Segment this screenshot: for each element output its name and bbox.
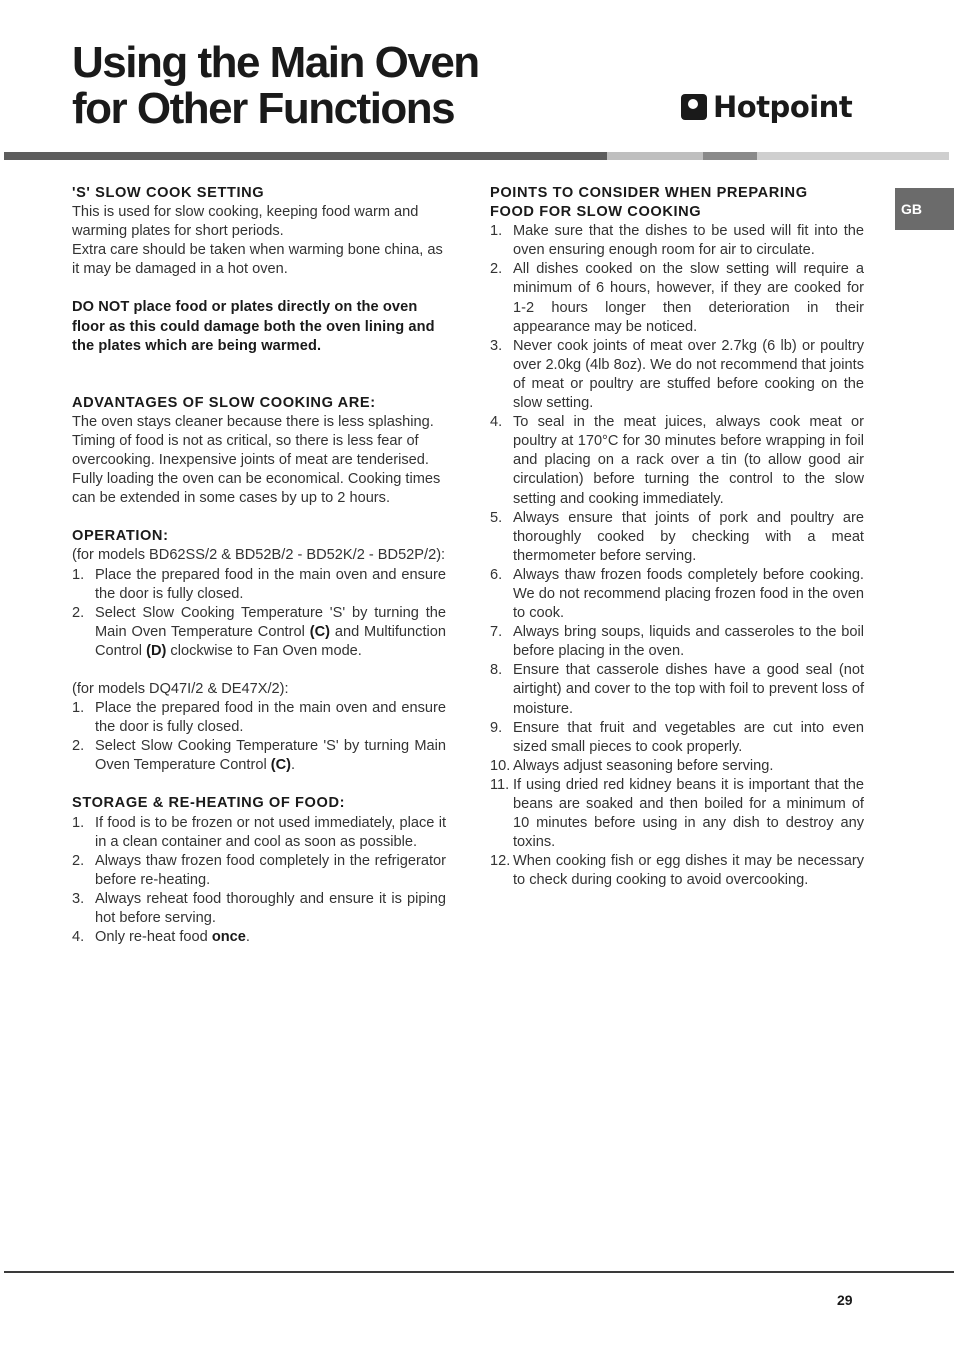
list-text: and Multifunction Control: [95, 623, 446, 659]
list-item: [490, 776, 864, 852]
page-title-line-1: Using the Main Oven: [72, 38, 479, 87]
warning-text: DO NOT place food or plates directly on the oven floor as this could damage both the oven lining and the plates which are being warmed.: [72, 299, 435, 354]
page-title-line-2: for Other Functions: [72, 84, 455, 133]
models-note: (for models BD62SS/2 & BD52B/2 - BD52K/2 - BD52P/2):: [72, 547, 446, 564]
list-text: Always adjust seasoning before serving.: [513, 757, 774, 774]
list-text: Always thaw frozen foods completely before cooking. We do not recommend placing frozen food in the oven to cook.: [513, 566, 864, 622]
control-ref: (C): [270, 757, 292, 774]
list-number: 10.: [490, 757, 511, 774]
section-heading-advantages: ADVANTAGES OF SLOW COOKING ARE:: [72, 394, 376, 411]
list-item: [72, 737, 446, 775]
list-item: [490, 566, 864, 623]
list-number: 8.: [490, 662, 503, 679]
list-text: clockwise to Fan Oven mode.: [166, 642, 362, 659]
models-note: (for models DQ47I/2 & DE47X/2):: [72, 680, 289, 697]
list-number: 4.: [72, 929, 85, 946]
list-text: Only re-heat food: [95, 929, 212, 946]
right-column: [490, 184, 864, 890]
list-number: 1.: [490, 223, 503, 240]
list-text: All dishes cooked on the slow setting will require a minimum of 6 hours, however, if they are cooked for 1-2 hours longer then deterioration in their appearance may be noticed.: [513, 261, 864, 335]
list-number: 9.: [490, 719, 503, 736]
list-text: Always ensure that joints of pork and poultry are thoroughly cooked by checking with a meat thermometer before serving.: [513, 509, 864, 564]
list-item: [72, 852, 446, 890]
list-item: [72, 928, 446, 947]
list-text: Place the prepared food in the main oven and ensure the door is fully closed.: [95, 566, 446, 602]
list-text: Never cook joints of meat over 2.7kg (6 lb) or poultry over 2.0kg (4lb 8oz). We do not recommend that joints of meat or poultry are stuffed before cooking on the slow setting.: [513, 337, 864, 412]
list-item: [72, 699, 446, 737]
paragraph: This is used for slow cooking, keeping food warm and warming plates for short periods.: [72, 204, 419, 240]
list-item: [490, 852, 864, 890]
section-heading-slow-cook: 'S' SLOW COOK SETTING: [72, 185, 265, 201]
control-ref: (C): [309, 623, 330, 640]
list-item: [72, 890, 446, 928]
hotpoint-logo-icon: [681, 94, 707, 120]
list-text: When cooking fish or egg dishes it may be necessary to check during cooking to avoid overcooking.: [513, 853, 864, 889]
list-number: 4.: [490, 414, 503, 431]
list-number: 3.: [490, 337, 503, 354]
footer-divider: [4, 1271, 954, 1273]
list-text: Place the prepared food in the main oven and ensure the door is fully closed.: [95, 700, 446, 736]
list-number: 2.: [72, 738, 85, 755]
list-text: Ensure that casserole dishes have a good seal (not airtight) and cover to the top with foil to prevent loss of moisture.: [513, 662, 864, 717]
list-item: [72, 604, 446, 661]
paragraph: The oven stays cleaner because there is less splashing. Timing of food is not as critical, so there is less fear of overcooking. Inexpensive joints of meat are tenderised. Fully loading the oven can be economical. Cooking times can be extended in some cases by up to 2 hours.: [72, 413, 441, 507]
list-number: 6.: [490, 566, 503, 583]
operation-steps-a: [72, 566, 446, 661]
page-title: [72, 40, 479, 132]
list-number: 2.: [490, 261, 503, 278]
section-heading-operation: OPERATION:: [72, 528, 169, 545]
list-number: 1.: [72, 814, 85, 831]
list-item: [490, 337, 864, 413]
header-divider-segment: [4, 152, 607, 160]
control-ref: (D): [146, 642, 167, 659]
list-text: Select Slow Cooking Temperature 'S' by turning the Main Oven Temperature Control: [95, 604, 446, 640]
list-text: .: [245, 929, 250, 946]
section-heading-storage: STORAGE & RE-HEATING OF FOOD:: [72, 795, 346, 812]
list-text: Always reheat food thoroughly and ensure it is piping hot before serving.: [95, 890, 446, 926]
heading-line: POINTS TO CONSIDER WHEN PREPARING: [490, 185, 808, 201]
list-number: 2.: [72, 852, 85, 869]
section-heading-points: [490, 184, 864, 222]
list-number: 12.: [490, 853, 511, 870]
paragraph: Extra care should be taken when warming bone china, as it may be damaged in a hot oven.: [72, 242, 443, 278]
list-text: Select Slow Cooking Temperature 'S' by turning Main Oven Temperature Control: [95, 738, 446, 774]
list-item: [490, 413, 864, 508]
emphasis-text: once: [211, 929, 246, 946]
list-number: 7.: [490, 624, 503, 641]
list-item: [490, 623, 864, 661]
header-divider-segment: [607, 152, 703, 160]
points-list: [490, 222, 864, 890]
list-number: 11.: [490, 776, 510, 793]
list-number: 1.: [72, 700, 85, 717]
list-text: Always bring soups, liquids and casseroles to the boil before placing in the oven.: [513, 624, 864, 660]
list-item: [490, 661, 864, 718]
operation-steps-b: [72, 699, 446, 775]
list-text: If using dried red kidney beans it is important that the beans are soaked and then boiled for a minimum of 10 minutes before using in any dish to destroy any toxins.: [513, 776, 864, 851]
list-number: 1.: [72, 566, 85, 583]
list-item: [72, 814, 446, 852]
language-tab: GB: [895, 188, 954, 230]
list-text: If food is to be frozen or not used immediately, place it in a clean container and cool as soon as possible.: [95, 814, 446, 850]
list-text: To seal in the meat juices, always cook meat or poultry at 170°C for 30 minutes before wrapping in foil and placing on a rack over a tin (to allow good air circulation) before turning the control to the slow setting and cooking immediately.: [513, 414, 864, 507]
list-item: [490, 260, 864, 336]
list-number: 2.: [72, 604, 85, 621]
list-item: [490, 719, 864, 757]
header-divider-segment: [703, 152, 757, 160]
storage-steps: [72, 814, 446, 948]
page-number: 29: [837, 1292, 853, 1308]
list-number: 5.: [490, 509, 503, 526]
header-divider-segment: [757, 152, 949, 160]
list-number: 3.: [72, 890, 85, 907]
brand-name: Hotpoint: [713, 90, 853, 124]
heading-line: FOOD FOR SLOW COOKING: [490, 204, 702, 221]
list-item: [72, 566, 446, 604]
list-item: [490, 222, 864, 260]
brand-logo: [681, 92, 852, 122]
list-text: .: [291, 757, 296, 774]
left-column: [72, 184, 446, 947]
list-text: Make sure that the dishes to be used will fit into the oven ensuring enough room for air to circulate.: [513, 223, 864, 259]
list-text: Ensure that fruit and vegetables are cut into even sized small pieces to cook properly.: [513, 719, 864, 755]
list-item: [490, 757, 864, 776]
list-text: Always thaw frozen food completely in the refrigerator before re-heating.: [95, 852, 446, 888]
list-item: [490, 509, 864, 566]
